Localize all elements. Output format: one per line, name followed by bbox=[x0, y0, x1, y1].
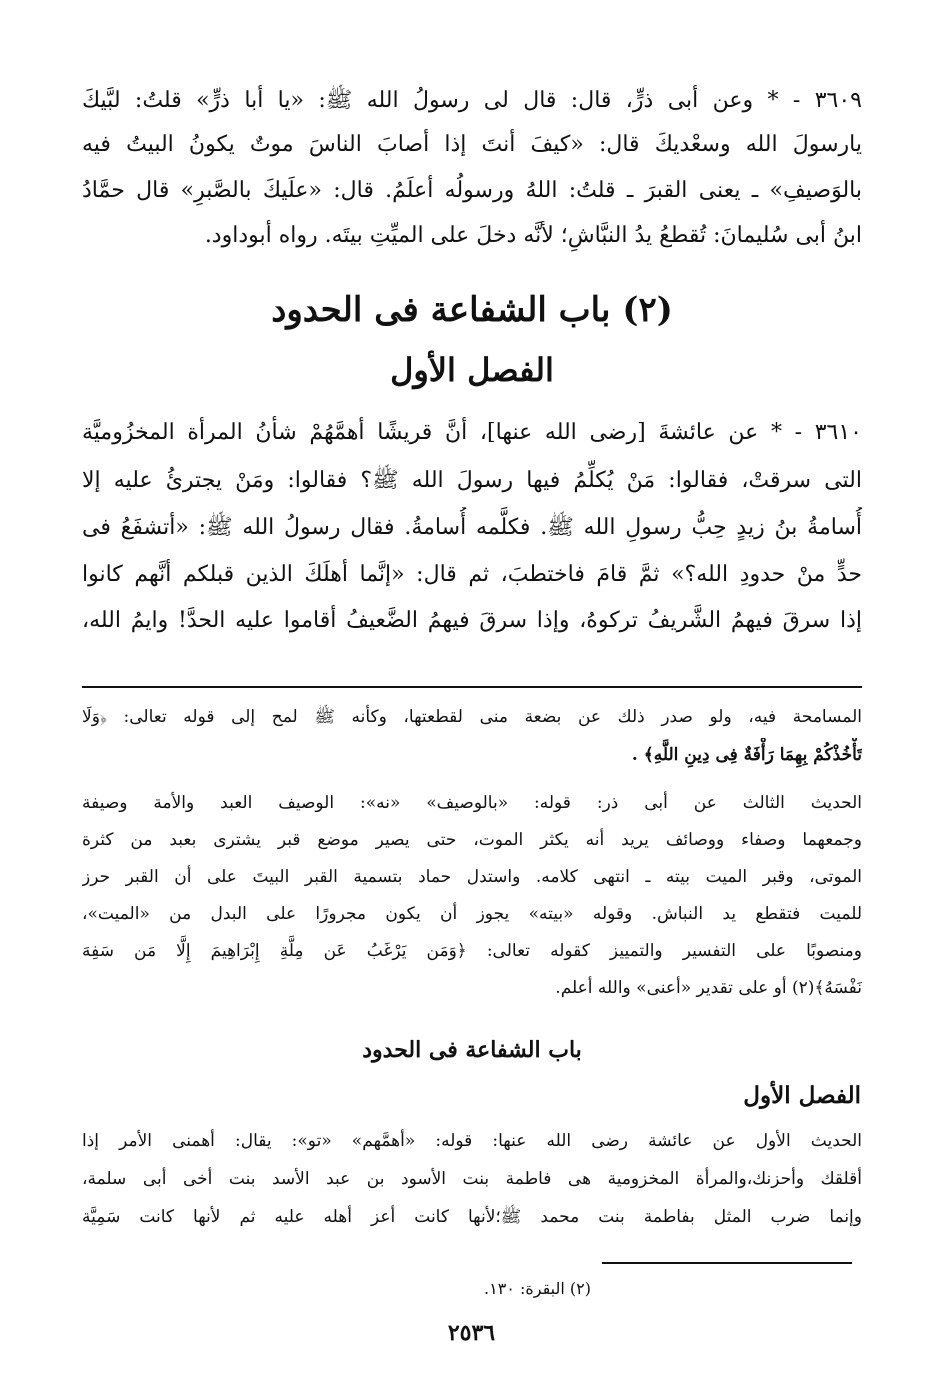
text-line: تَأْخُذْكُمْ بِهِمَا رَأْفَةٌ فِى دِينِ اللَّهِ﴾ . bbox=[631, 745, 862, 765]
text-line: ومنصوبًا على التفسير والتمييز كقوله تعالى: ﴿وَمَن يَرْغَبُ عَن مِلَّةِ إِبْرَاهِيمَ إِلَّا مَن سَفِهَ bbox=[82, 941, 862, 961]
text-line: الحديث الأول عن عائشة رضى الله عنها: قوله: «أهمَّهم» «تو»: يقال: أهمنى الأمر إذا bbox=[82, 1131, 862, 1151]
text-line: نَفْسَهُ﴾(٢) أو على تقدير «أعنى» والله أعلم. bbox=[555, 978, 862, 998]
text-line: ٣٦٠٩ - * وعن أبى ذرٍّ، قال: قال لى رسولُ الله ﷺ: «يا أبا ذرٍّ» قلتُ: لبَّيكَ bbox=[82, 88, 862, 113]
text-line: وإنما ضرب المثل بفاطمة بنت محمد ﷺ؛لأنها كانت أعز أهله عليه ثم لأنها كانت سَمِيَّة bbox=[82, 1207, 862, 1227]
text-line: إذا سرقَ فيهمُ الشَّريفُ تركوهُ، وإذا سرقَ فيهمُ الضَّعيفُ أقاموا عليه الحدَّ! وايمُ الله، bbox=[82, 608, 862, 633]
text-line: أُسامةُ بنُ زيدٍ حِبُّ رسولِ الله ﷺ. فكلَّمه أُسامةُ. فقال رسولُ الله ﷺ: «أتشفَعُ فى bbox=[82, 515, 862, 540]
text-line: ٣٦١٠ - * عن عائشةَ [رضى الله عنها]، أنَّ قريشًا أهمَّهُمْ شأنُ المرأة المخزُوميَّة bbox=[82, 420, 862, 445]
commentary-hadith-3 bbox=[82, 786, 862, 1026]
page-number: ٢٥٣٦ bbox=[447, 1320, 496, 1346]
chapter-heading: (٢) باب الشفاعة فى الحدود bbox=[271, 290, 673, 330]
text-line: حدٍّ منْ حدودِ الله؟» ثمَّ قامَ فاختطبَ، ثم قال: «إنَّما أهلَكَ الذين قبلكم أنَّهم كانوا bbox=[82, 562, 862, 587]
text-line: للميت فتقطع يد النباش. وقوله «بيته» يجوز أن يكون مجرورًا على البدل من «الميت»، bbox=[82, 904, 862, 924]
commentary-divider bbox=[82, 686, 862, 688]
text-line: بالوَصيفِ» ـ يعنى القبرَ ـ قلتُ: اللهُ ورسولُه أعلَمُ. قال: «علَيكَ بالصَّبرِ» قال حمَّادُ bbox=[82, 178, 862, 203]
hadith-3610 bbox=[82, 412, 862, 662]
commentary-chapter-heading: باب الشفاعة فى الحدود bbox=[362, 1037, 582, 1063]
text-line: المسامحة فيه، ولو صدر ذلك عن بضعة منى لقطعتها، وكأنه ﷺ لمح إلى قوله تعالى: ﴿وَلَا bbox=[82, 707, 862, 727]
commentary-intro bbox=[82, 700, 862, 780]
commentary-hadith-1 bbox=[82, 1124, 862, 1244]
text-line: يارسولَ الله وسعْديكَ قال: «كيفَ أنتَ إذا أصابَ الناسَ موتٌ يكونُ البيتُ فيه bbox=[82, 132, 862, 157]
text-line: الحديث الثالث عن أبى ذر: قوله: «بالوصيف» «نه»: الوصيف العبد والأمة وصيفة bbox=[82, 793, 862, 813]
hadith-3609 bbox=[82, 72, 862, 262]
text-line: الموتى، وقبر الميت بيته ـ انتهى كلامه. واستدل حماد بتسمية القبر البيتَ على أن القبر حرز bbox=[82, 867, 862, 887]
commentary-section-heading: الفصل الأول bbox=[743, 1082, 861, 1109]
footnote-divider bbox=[602, 1262, 852, 1264]
text-line: ابنُ أبى سُليمانَ: تُقطعُ يدُ النبَّاشِ؛ لأنَّه دخلَ على الميِّتِ بيتَه. رواه أبوداود. bbox=[204, 223, 862, 248]
text-line: وجمعهما وصفاء ووصائف يريد أنه يكثر الموت، حتى يصير موضع قبر يشترى بعبد من كثرة bbox=[82, 830, 862, 850]
text-line: أقلقك وأحزنك،والمرأة المخزومية هى فاطمة بنت الأسود بن عبد الأسد بنت أخى أبى سلمة، bbox=[82, 1169, 862, 1189]
section-heading: الفصل الأول bbox=[390, 351, 554, 389]
footnote: (٢) البقرة: ١٣٠. bbox=[484, 1279, 591, 1298]
text-line: التى سرقتْ، فقالوا: مَنْ يُكلِّمُ فيها رسولَ الله ﷺ؟ فقالوا: ومَنْ يجترئُ عليه إلا bbox=[82, 468, 862, 493]
